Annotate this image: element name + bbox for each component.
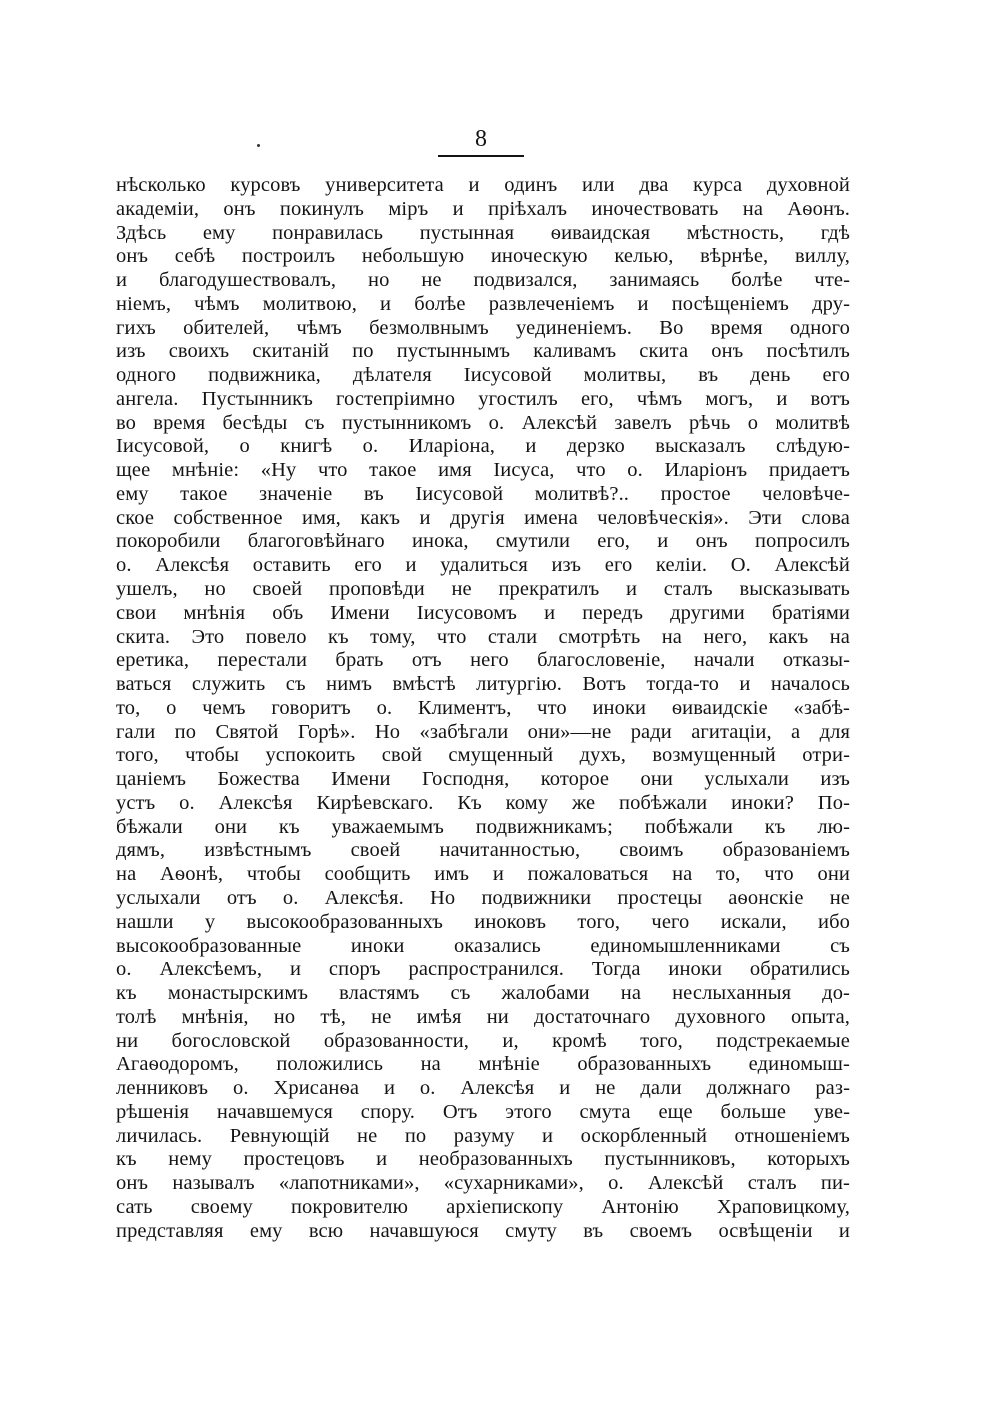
text-line: то, о чемъ говоритъ о. Климентъ, что иноки ѳиваидскіе «забѣ- <box>116 696 850 719</box>
text-line: во время бесѣды съ пустынникомъ о. Алексѣй завелъ рѣчь о молитвѣ <box>116 411 850 434</box>
text-line: еретика, перестали брать отъ него благословеніе, начали отказы- <box>116 649 850 672</box>
text-line: академіи, онъ покинулъ міръ и пріѣхалъ иночествовать на Аѳонъ. <box>116 197 850 220</box>
text-line: того, чтобы успокоить свой смущенный духъ, возмущенный отри- <box>116 744 850 767</box>
text-line: ніемъ, чѣмъ молитвою, и болѣе развлеченіемъ и посѣщеніемъ дру- <box>116 292 850 315</box>
page-header <box>438 126 524 157</box>
text-line: сать своему покровителю архіепископу Антонію Храповицкому, <box>116 1195 850 1218</box>
text-line: покоробили благоговѣйнаго инока, смутили его, и онъ попросилъ <box>116 530 850 553</box>
text-line: личилась. Ревнующій не по разуму и оскорбленный отношеніемъ <box>116 1124 850 1147</box>
text-line: на Аѳонѣ, чтобы сообщить имъ и пожаловаться на то, что они <box>116 863 850 886</box>
page-number: 8 <box>438 126 524 157</box>
text-line: о. Алексѣемъ, и споръ распространился. Тогда иноки обратились <box>116 958 850 981</box>
text-line: ское собственное имя, какъ и другія имена человѣческія». Эти слова <box>116 506 850 529</box>
text-line: ему такое значеніе въ Іисусовой молитвѣ?.. простое человѣче- <box>116 482 850 505</box>
text-line: онъ называлъ «лапотниками», «сухарниками», о. Алексѣй сталъ пи- <box>116 1172 850 1195</box>
text-line: дямъ, извѣстнымъ своей начитанностью, своимъ образованіемъ <box>116 839 850 862</box>
text-line: представляя ему всю начавшуюся смуту въ своемъ освѣщеніи и <box>116 1219 850 1242</box>
text-line: Здѣсь ему понравилась пустынная ѳиваидская мѣстность, гдѣ <box>116 221 850 244</box>
stray-ink-mark <box>257 144 260 147</box>
text-line: изъ своихъ скитаній по пустыннымъ каливамъ скита онъ посѣтилъ <box>116 340 850 363</box>
text-line: Агаѳодоромъ, положились на мнѣніе образованныхъ единомыш- <box>116 1053 850 1076</box>
text-line: высокообразованные иноки оказались единомышленниками съ <box>116 934 850 957</box>
text-line: ваться служить съ нимъ вмѣстѣ литургію. Вотъ тогда-то и началось <box>116 673 850 696</box>
text-line: ангела. Пустынникъ гостепріимно угостилъ его, чѣмъ могъ, и вотъ <box>116 387 850 410</box>
text-line: къ монастырскимъ властямъ съ жалобами на неслыханныя до- <box>116 982 850 1005</box>
text-line: Іисусовой, о книгѣ о. Иларіона, и дерзко высказалъ слѣдую- <box>116 435 850 458</box>
text-line: устъ о. Алексѣя Кирѣевскаго. Къ кому же побѣжали иноки? По- <box>116 791 850 814</box>
text-line: о. Алексѣя оставить его и удалиться изъ его келіи. О. Алексѣй <box>116 554 850 577</box>
body-text <box>116 174 850 1243</box>
text-line: щее мнѣніе: «Ну что такое имя Іисуса, что о. Иларіонъ придаетъ <box>116 459 850 482</box>
text-line: къ нему простецовъ и необразованныхъ пустынниковъ, которыхъ <box>116 1148 850 1171</box>
text-line: нѣсколько курсовъ университета и одинъ или два курса духовной <box>116 174 850 196</box>
text-line: и благодушествовалъ, но не подвизался, занимаясь болѣе чте- <box>116 269 850 292</box>
text-line: цаніемъ Божества Имени Господня, которое они услыхали изъ <box>116 768 850 791</box>
text-line: онъ себѣ построилъ небольшую иноческую келью, вѣрнѣе, виллу, <box>116 245 850 268</box>
text-line: гали по Святой Горѣ». Но «забѣгали они»—не ради агитаціи, а для <box>116 720 850 743</box>
text-line: гихъ обителей, чѣмъ безмолвнымъ уединеніемъ. Во время одного <box>116 316 850 339</box>
text-line: ленниковъ о. Хрисанѳа и о. Алексѣя и не дали должнаго раз- <box>116 1077 850 1100</box>
text-line: толѣ мнѣнія, но тѣ, не имѣя ни достаточнаго духовного опыта, <box>116 1005 850 1028</box>
text-line: бѣжали они къ уважаемымъ подвижникамъ; побѣжали къ лю- <box>116 815 850 838</box>
text-line: ни богословской образованности, и, кромѣ того, подстрекаемые <box>116 1029 850 1052</box>
text-line: услыхали отъ о. Алексѣя. Но подвижники простецы аѳонскіе не <box>116 886 850 909</box>
text-line: одного подвижника, дѣлателя Іисусовой молитвы, въ день его <box>116 364 850 387</box>
text-line: скита. Это повело къ тому, что стали смотрѣть на него, какъ на <box>116 625 850 648</box>
text-line: свои мнѣнія объ Имени Іисусовомъ и передъ другими братіями <box>116 601 850 624</box>
text-line: рѣшенія начавшемуся спору. Отъ этого смута еще больше уве- <box>116 1100 850 1123</box>
text-line: ушелъ, но своей проповѣди не прекратилъ и сталъ высказывать <box>116 578 850 601</box>
text-line: нашли у высокообразованныхъ иноковъ того, чего искали, ибо <box>116 910 850 933</box>
